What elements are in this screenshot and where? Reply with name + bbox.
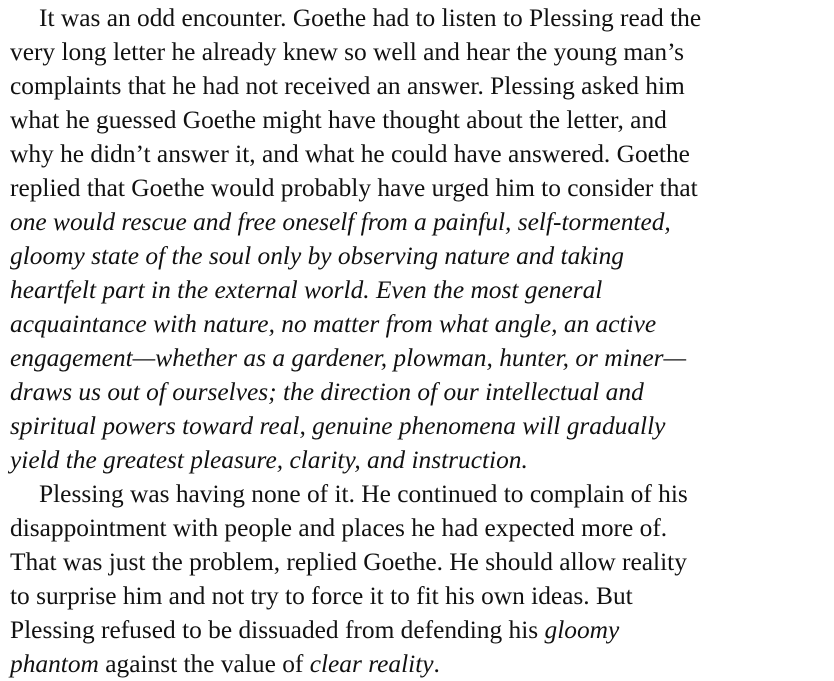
text-line (10, 137, 834, 171)
italic-run: gloomy state of the soul only by observing nature and taking (10, 242, 624, 270)
text-run: That was just the problem, replied Goethe. He should allow reality (10, 548, 687, 576)
italic-run: draws us out of ourselves; the direction of our intellectual and (10, 378, 644, 406)
italic-run: gloomy (544, 616, 620, 644)
quoted-text-line (10, 307, 834, 341)
quoted-text-line (10, 273, 834, 307)
quoted-text-line (10, 341, 834, 375)
paragraph-plessing-refuses (10, 477, 834, 681)
text-run: against the value of (98, 650, 310, 678)
text-run: Plessing was having none of it. He continued to complain of his (39, 480, 688, 508)
italic-run: engagement—whether as a gardener, plowman, hunter, or miner— (10, 344, 687, 372)
text-run: to surprise him and not try to force it to fit his own ideas. But (10, 582, 633, 610)
text-line (10, 647, 834, 681)
italic-run: acquaintance with nature, no matter from what angle, an active (10, 310, 657, 338)
quoted-text-line (10, 443, 834, 477)
text-line (10, 69, 834, 103)
text-line (10, 613, 834, 647)
text-run: very long letter he already knew so well and hear the young man’s (10, 38, 685, 66)
italic-run: phantom (10, 650, 99, 678)
paragraph-goethe-plessing-encounter (10, 1, 834, 477)
text-line (10, 171, 834, 205)
italic-run: one would rescue and free oneself from a painful, self-tormented, (10, 208, 671, 236)
italic-run: yield the greatest pleasure, clarity, and instruction. (10, 446, 528, 474)
text-line (10, 545, 834, 579)
text-line (10, 1, 834, 35)
quoted-text-line (10, 205, 834, 239)
italic-run: clear reality (309, 650, 434, 678)
quoted-text-line (10, 409, 834, 443)
text-run: . (433, 650, 440, 678)
text-run: what he guessed Goethe might have thought about the letter, and (10, 106, 667, 134)
text-line (10, 477, 834, 511)
text-run: disappointment with people and places he had expected more of. (10, 514, 668, 542)
italic-run: heartfelt part in the external world. Even the most general (10, 276, 603, 304)
text-run: Plessing refused to be dissuaded from defending his (10, 616, 545, 644)
text-line (10, 103, 834, 137)
text-run: complaints that he had not received an answer. Plessing asked him (10, 72, 685, 100)
text-run: why he didn’t answer it, and what he could have answered. Goethe (10, 140, 690, 168)
text-line (10, 35, 834, 69)
text-line (10, 511, 834, 545)
text-line (10, 579, 834, 613)
italic-run: spiritual powers toward real, genuine phenomena will gradually (10, 412, 666, 440)
quoted-text-line (10, 239, 834, 273)
quoted-text-line (10, 375, 834, 409)
text-run: replied that Goethe would probably have urged him to consider that (10, 174, 698, 202)
text-run: It was an odd encounter. Goethe had to listen to Plessing read the (39, 4, 702, 32)
